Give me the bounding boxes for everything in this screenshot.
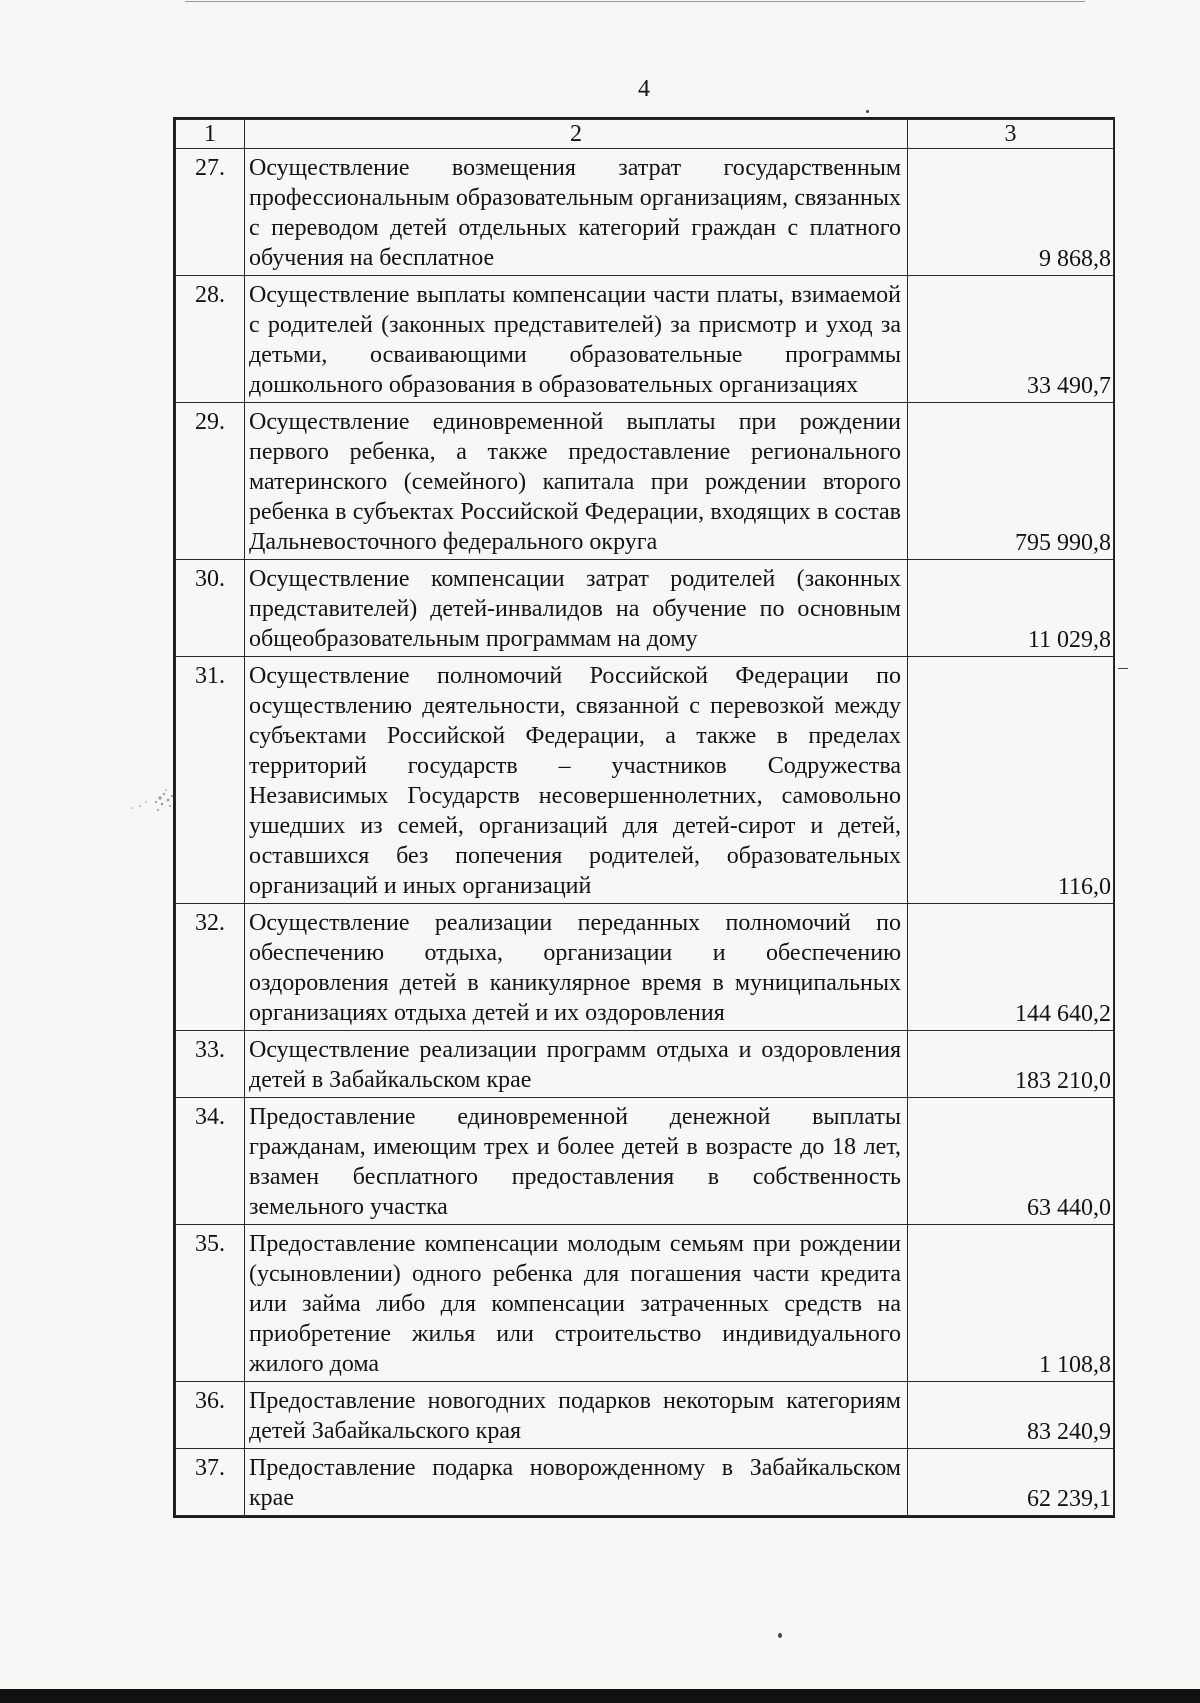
table-row [176, 904, 1114, 1031]
scan-speck [1118, 668, 1128, 669]
row-description: Предоставление компенсации молодым семьям при рождении (усыновлении) одного ребенка для погашения части кредита или займа либо для компенсации затраченных средств на приобретение жилья или строительство индивидуального жилого дома [245, 1225, 908, 1382]
row-amount: 83 240,9 [908, 1382, 1114, 1449]
page-number: 4 [638, 76, 650, 102]
row-number: 31. [176, 657, 245, 904]
table-row [176, 276, 1114, 403]
row-number: 29. [176, 403, 245, 560]
table-row [176, 1098, 1114, 1225]
row-amount: 62 239,1 [908, 1449, 1114, 1516]
row-description: Осуществление компенсации затрат родителей (законных представителей) детей-инвалидов на обучение по основным общеобразовательным программам на дому [245, 560, 908, 657]
scan-bottom-edge [0, 1689, 1200, 1703]
table-row [176, 560, 1114, 657]
table-row [176, 657, 1114, 904]
row-description: Предоставление единовременной денежной выплаты гражданам, имеющим трех и более детей в возрасте до 18 лет, взамен бесплатного предоставления в собственность земельного участка [245, 1098, 908, 1225]
row-description: Осуществление полномочий Российской Федерации по осуществлению деятельности, связанной с перевозкой между субъектами Российской Федерации, а также в пределах территорий государств – участников Содружества Независимых Государств несовершеннолетних, самовольно ушедших из семей, организаций для детей-сирот и детей, оставшихся без попечения родителей, образовательных организаций и иных организаций [245, 657, 908, 904]
table-row [176, 403, 1114, 560]
row-description: Осуществление единовременной выплаты при рождении первого ребенка, а также предоставление регионального материнского (семейного) капитала при рождении второго ребенка в субъектах Российской Федерации, входящих в состав Дальневосточного федерального округа [245, 403, 908, 560]
row-number: 30. [176, 560, 245, 657]
row-amount: 116,0 [908, 657, 1114, 904]
row-amount: 1 108,8 [908, 1225, 1114, 1382]
row-description: Предоставление подарка новорожденному в Забайкальском крае [245, 1449, 908, 1516]
row-amount: 183 210,0 [908, 1031, 1114, 1098]
row-number: 34. [176, 1098, 245, 1225]
table-row [176, 149, 1114, 276]
top-rule [185, 1, 1085, 2]
table-row [176, 1449, 1114, 1516]
header-col-2: 2 [245, 120, 908, 149]
table-row [176, 1382, 1114, 1449]
row-number: 37. [176, 1449, 245, 1516]
row-amount: 144 640,2 [908, 904, 1114, 1031]
row-number: 32. [176, 904, 245, 1031]
header-col-3: 3 [908, 120, 1114, 149]
row-description: Осуществление выплаты компенсации части платы, взимаемой с родителей (законных представителей) за присмотр и уход за детьми, осваивающими образовательные программы дошкольного образования в образовательных организациях [245, 276, 908, 403]
row-number: 35. [176, 1225, 245, 1382]
scan-speck [866, 110, 869, 113]
row-amount: 63 440,0 [908, 1098, 1114, 1225]
row-number: 36. [176, 1382, 245, 1449]
header-col-1: 1 [176, 120, 245, 149]
row-amount: 9 868,8 [908, 149, 1114, 276]
row-amount: 33 490,7 [908, 276, 1114, 403]
scan-speck [778, 1633, 782, 1638]
table-row [176, 1225, 1114, 1382]
row-number: 27. [176, 149, 245, 276]
scan-smudge [120, 780, 190, 820]
budget-table-grid [175, 119, 1114, 1516]
row-description: Осуществление реализации программ отдыха и оздоровления детей в Забайкальском крае [245, 1031, 908, 1098]
row-description: Осуществление реализации переданных полномочий по обеспечению отдыха, организации и обеспечению оздоровления детей в каникулярное время в муниципальных организациях отдыха детей и их оздоровления [245, 904, 908, 1031]
row-description: Осуществление возмещения затрат государственным профессиональным образовательным организациям, связанных с переводом детей отдельных категорий граждан с платного обучения на бесплатное [245, 149, 908, 276]
row-description: Предоставление новогодних подарков некоторым категориям детей Забайкальского края [245, 1382, 908, 1449]
budget-table [173, 117, 1115, 1518]
table-header-row [176, 120, 1114, 149]
row-number: 33. [176, 1031, 245, 1098]
row-number: 28. [176, 276, 245, 403]
row-amount: 11 029,8 [908, 560, 1114, 657]
row-amount: 795 990,8 [908, 403, 1114, 560]
table-row [176, 1031, 1114, 1098]
